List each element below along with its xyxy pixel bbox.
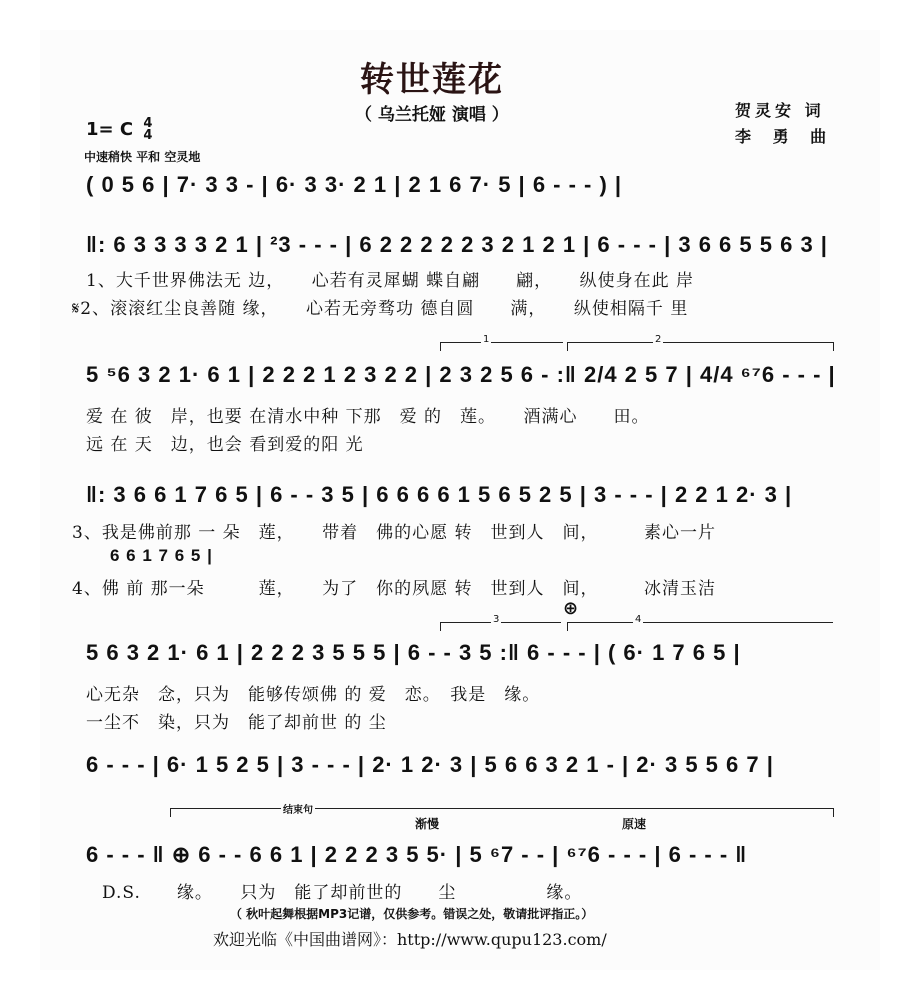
- lyrics-verse-4: 4、佛 前 那一朵 莲， 为了 你的夙愿 转 世到人 间， 冰清玉洁: [72, 579, 717, 599]
- lyricist-credit: 贺灵安 词: [735, 101, 825, 120]
- lyrics-line-5b: 一尘不 染，只为 能了却前世 的 尘: [86, 713, 387, 733]
- transcription-note: （ 秋叶起舞根据MP3记谱，仅供参考。错误之处，敬请批评指正。）: [230, 907, 594, 921]
- key-label: 1= C: [86, 119, 134, 140]
- volta-bracket-4: 4: [567, 622, 833, 631]
- staff-line-4: ‖: 3 6 6 1 7 6 5 | 6 - - 3 5 | 6 6 6 6 1 5 6 5 2 5 | 3 - - - | 2 2 1 2· 3 |: [86, 482, 793, 507]
- volta-bracket-3: 3: [440, 622, 561, 631]
- lyrics-verse-3: 3、我是佛前那 一 朵 莲， 带着 佛的心愿 转 世到人 间， 素心一片: [72, 523, 717, 543]
- staff-line-7: 6 - - - ‖ ⊕ 6 - - 6 6 1 | 2 2 2 3 5 5· | 5 ⁶7 - - | ⁶⁷6 - - - | 6 - - - ‖: [86, 842, 748, 867]
- website-link[interactable]: 欢迎光临《中国曲谱网》：http://www.qupu123.com/: [213, 930, 607, 949]
- lyrics-line-3a: 爱 在 彼 岸，也要 在清水中种 下那 爱 的 莲。 酒满心 田。: [86, 407, 650, 427]
- staff-line-5: 5 6 3 2 1· 6 1 | 2 2 2 3 5 5 5 | 6 - - 3 5 :‖ 6 - - - | ( 6· 1 7 6 5 |: [86, 640, 741, 665]
- lyrics-line-7: D.S. 缘。 只为 能了却前世的 尘 缘。: [102, 883, 583, 903]
- volta-bracket-2: 2: [567, 342, 834, 351]
- ending-phrase-bracket: 结束句: [170, 808, 834, 817]
- lyrics-line-3b: 远 在 天 边，也会 看到爱的阳 光: [86, 435, 364, 455]
- key-signature: [86, 118, 152, 142]
- lyrics-verse-2: 𝄋2、滚滚红尘良善随 缘， 心若无旁骛功 德自圆 满， 纵使相隔千 里: [72, 299, 689, 319]
- staff-line-6: 6 - - - | 6· 1 5 2 5 | 3 - - - | 2· 1 2· 3 | 5 6 6 3 2 1 - | 2· 3 5 5 6 7 |: [86, 752, 774, 777]
- staff-alt-verse-4: 6 6 1 7 6 5 |: [110, 546, 213, 565]
- ritardando-marking: 渐慢: [415, 817, 440, 831]
- composer-credit: 李 勇 曲: [735, 127, 835, 146]
- song-title: 转世莲花: [360, 60, 504, 100]
- a-tempo-marking: 原速: [622, 817, 647, 831]
- lyrics-line-5a: 心无杂 念，只为 能够传颂佛 的 爱 恋。 我是 缘。: [86, 685, 541, 705]
- lyrics-verse-1: 1、大千世界佛法无 边， 心若有灵犀蝴 蝶自翩 翩， 纵使身在此 岸: [86, 271, 695, 291]
- tempo-marking: 中速稍快 平和 空灵地: [84, 150, 201, 164]
- staff-line-2: ‖: 6 3 3 3 3 2 1 | ²3 - - - | 6 2 2 2 2 2 3 2 1 2 1 | 6 - - - | 3 6 6 5 5 6 3 |: [86, 232, 828, 257]
- singer-credit: （ 乌兰托娅 演唱 ）: [355, 105, 509, 125]
- staff-line-3: 5 ⁵6 3 2 1· 6 1 | 2 2 2 1 2 3 2 2 | 2 3 2 5 6 - :‖ 2/4 2 5 7 | 4/4 ⁶⁷6 - - - |: [86, 362, 836, 387]
- time-signature: 4 4: [143, 116, 153, 143]
- coda-sign-icon: ⊕: [563, 598, 579, 619]
- volta-bracket-1: 1: [440, 342, 563, 351]
- staff-line-1: ( 0 5 6 | 7· 3 3 - | 6· 3 3· 2 1 | 2 1 6 7· 5 | 6 - - - ) |: [86, 172, 623, 197]
